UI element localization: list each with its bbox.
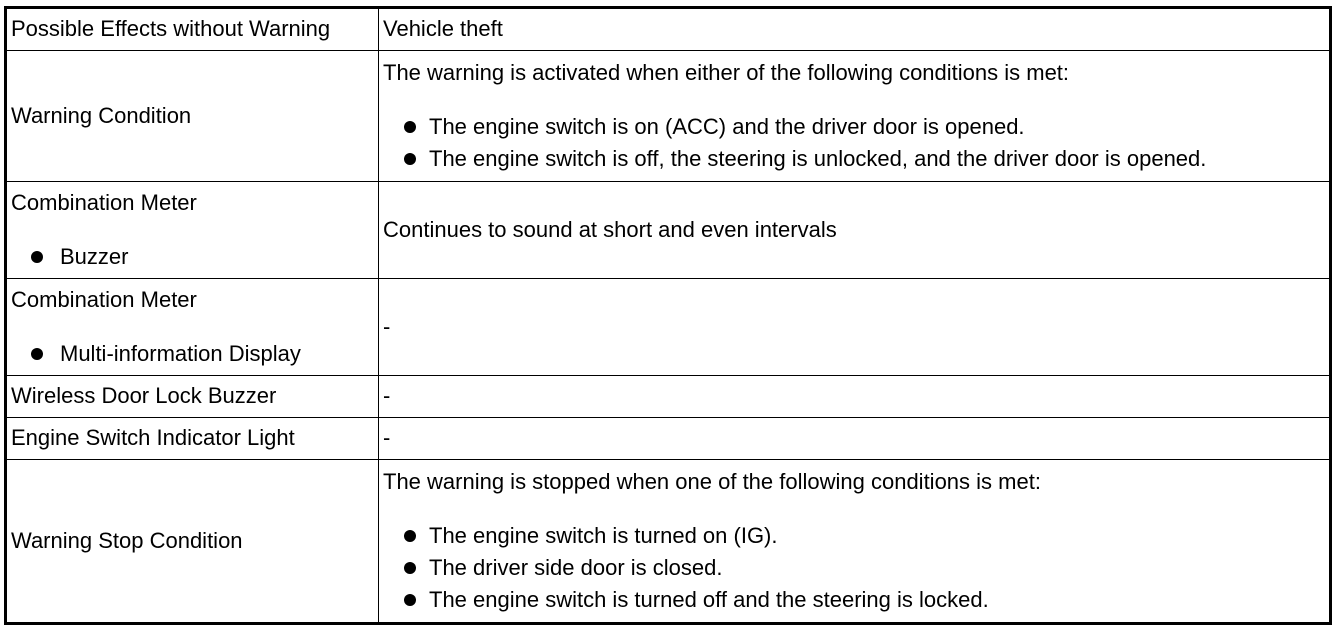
list-item: The engine switch is turned off and the steering is locked. bbox=[383, 584, 1329, 616]
table-row bbox=[7, 50, 1329, 181]
table-row bbox=[7, 417, 1329, 459]
condition-intro: The warning is activated when either of the following conditions is met: bbox=[383, 59, 1070, 85]
list-item: The driver side door is closed. bbox=[383, 552, 1329, 584]
label-sub-list bbox=[11, 241, 378, 273]
row-value bbox=[379, 50, 1330, 181]
label-text: Combination Meter bbox=[11, 286, 197, 312]
row-label: Warning Stop Condition bbox=[7, 459, 379, 622]
table-row bbox=[7, 181, 1329, 278]
row-label: Possible Effects without Warning bbox=[7, 9, 379, 50]
row-label: Warning Condition bbox=[7, 50, 379, 181]
row-label bbox=[7, 181, 379, 278]
label-sub-list bbox=[11, 338, 378, 370]
condition-list bbox=[383, 111, 1329, 175]
label-text: Combination Meter bbox=[11, 189, 197, 215]
row-value: - bbox=[379, 417, 1330, 459]
list-item: The engine switch is off, the steering is unlocked, and the driver door is opened. bbox=[383, 143, 1329, 175]
warning-info-table-frame bbox=[4, 6, 1332, 625]
list-item: Buzzer bbox=[11, 241, 378, 273]
warning-info-table bbox=[7, 9, 1329, 622]
condition-list bbox=[383, 520, 1329, 616]
row-value: - bbox=[379, 375, 1330, 417]
table-row bbox=[7, 375, 1329, 417]
row-value: Continues to sound at short and even intervals bbox=[379, 181, 1330, 278]
table-row bbox=[7, 9, 1329, 50]
row-label bbox=[7, 278, 379, 375]
row-label: Wireless Door Lock Buzzer bbox=[7, 375, 379, 417]
list-item: Multi-information Display bbox=[11, 338, 378, 370]
row-value: - bbox=[379, 278, 1330, 375]
row-label: Engine Switch Indicator Light bbox=[7, 417, 379, 459]
list-item: The engine switch is turned on (IG). bbox=[383, 520, 1329, 552]
table-row bbox=[7, 278, 1329, 375]
condition-intro: The warning is stopped when one of the following conditions is met: bbox=[383, 468, 1041, 494]
list-item: The engine switch is on (ACC) and the driver door is opened. bbox=[383, 111, 1329, 143]
row-value bbox=[379, 459, 1330, 622]
row-value: Vehicle theft bbox=[379, 9, 1330, 50]
table-row bbox=[7, 459, 1329, 622]
